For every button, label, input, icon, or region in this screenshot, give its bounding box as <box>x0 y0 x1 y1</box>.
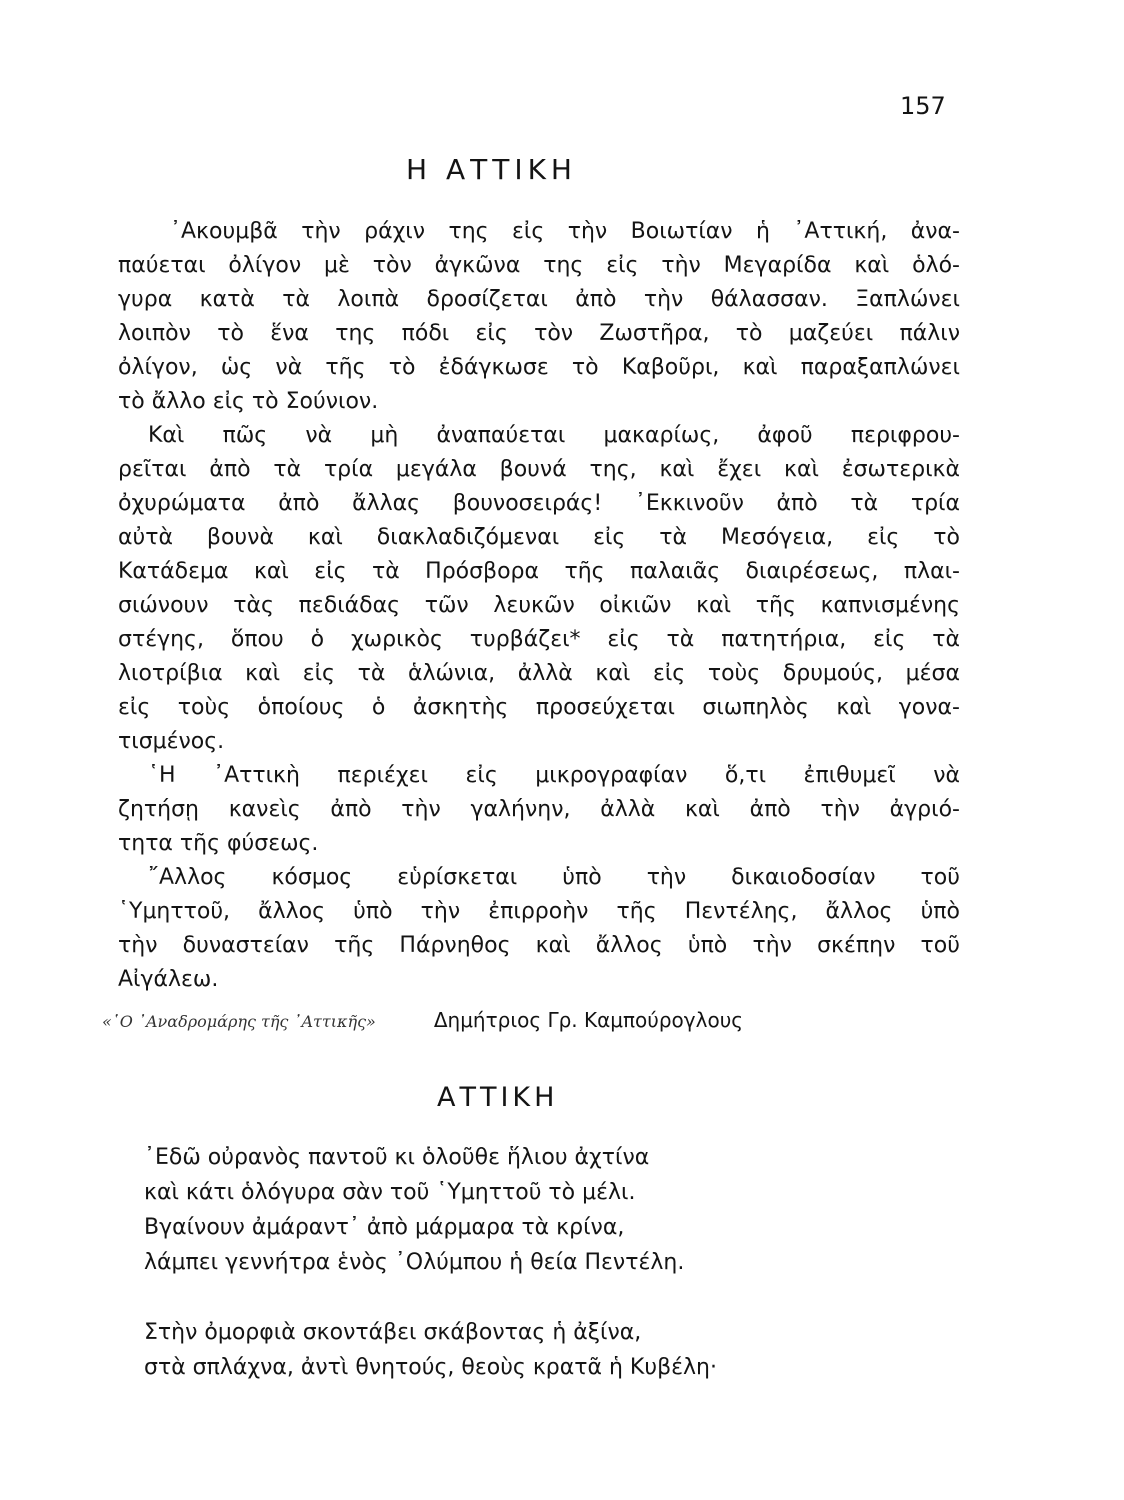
section-title-h-attiki: Η ΑΤΤΙΚΗ <box>406 153 577 186</box>
prose-line: Αἰγάλεω. <box>118 967 219 992</box>
prose-line: τὴν δυναστείαν τῆς Πάρνηθος καὶ ἄλλος ὑπὸ τὴν σκέπην τοῦ <box>118 933 960 958</box>
citation-source: «῾Ο ᾿Αναδρομάρης τῆς ᾿Αττικῆς» <box>102 1012 376 1031</box>
prose-body <box>118 215 960 997</box>
prose-line: παύεται ὀλίγον μὲ τὸν ἀγκῶνα της εἰς τὴν Μεγαρίδα καὶ ὁλό- <box>118 253 960 278</box>
poem-verse: στὰ σπλάχνα, ἀντὶ θνητούς, θεοὺς κρατᾶ ἡ Κυβέλη· <box>144 1355 717 1380</box>
prose-line: στέγης, ὅπου ὁ χωρικὸς τυρβάζει* εἰς τὰ πατητήρια, εἰς τὰ <box>118 627 960 652</box>
prose-line: ὀλίγον, ὡς νὰ τῆς τὸ ἐδάγκωσε τὸ Καβοῦρι, καὶ παραξαπλώνει <box>118 355 960 380</box>
prose-line: ῾Η ᾿Αττικὴ περιέχει εἰς μικρογραφίαν ὅ,τι ἐπιθυμεῖ νὰ <box>148 763 960 788</box>
poem-verse: Βγαίνουν ἀμάραντ᾿ ἀπὸ μάρμαρα τὰ κρίνα, <box>144 1215 625 1240</box>
prose-line: ῾Υμηττοῦ, ἄλλος ὑπὸ τὴν ἐπιρροὴν τῆς Πεντέλης, ἄλλος ὑπὸ <box>118 899 960 924</box>
prose-line: γυρα κατὰ τὰ λοιπὰ δροσίζεται ἀπὸ τὴν θάλασσαν. Ξαπλώνει <box>118 287 960 312</box>
section-title-attiki: ΑΤΤΙΚΗ <box>437 1082 559 1113</box>
prose-line: εἰς τοὺς ὁποίους ὁ ἀσκητὴς προσεύχεται σιωπηλὸς καὶ γονα- <box>118 695 960 720</box>
prose-line: τὸ ἄλλο εἰς τὸ Σούνιον. <box>118 389 379 414</box>
prose-line: ῎Αλλος κόσμος εὑρίσκεται ὑπὸ τὴν δικαιοδοσίαν τοῦ <box>148 865 960 890</box>
prose-line: ρεῖται ἀπὸ τὰ τρία μεγάλα βουνά της, καὶ ἔχει καὶ ἐσωτερικὰ <box>118 457 960 482</box>
citation <box>102 1008 922 1032</box>
prose-line: ζητήσῃ κανεὶς ἀπὸ τὴν γαλήνην, ἀλλὰ καὶ ἀπὸ τὴν ἀγριό- <box>118 797 960 822</box>
stanza-gap <box>144 1280 717 1315</box>
prose-line: Καὶ πῶς νὰ μὴ ἀναπαύεται μακαρίως, ἀφοῦ περιφρου- <box>148 423 960 448</box>
prose-line: τητα τῆς φύσεως. <box>118 831 319 856</box>
citation-author: Δημήτριος Γρ. Καμπούρογλους <box>433 1008 744 1032</box>
prose-line: Κατάδεμα καὶ εἰς τὰ Πρόσβορα τῆς παλαιᾶς διαιρέσεως, πλαι- <box>118 559 960 584</box>
prose-line: ᾿Ακουμβᾶ τὴν ράχιν της εἰς τὴν Βοιωτίαν ἡ ᾿Αττική, ἀνα- <box>170 219 960 244</box>
prose-line: λοιπὸν τὸ ἕνα της πόδι εἰς τὸν Ζωστῆρα, τὸ μαζεύει πάλιν <box>118 321 960 346</box>
prose-line: ὀχυρώματα ἀπὸ ἄλλας βουνοσειράς! ᾿Εκκινοῦν ἀπὸ τὰ τρία <box>118 491 960 516</box>
poem-verse: Στὴν ὀμορφιὰ σκοντάβει σκάβοντας ἡ ἀξίνα, <box>144 1320 642 1345</box>
prose-line: σιώνουν τὰς πεδιάδας τῶν λευκῶν οἰκιῶν καὶ τῆς καπνισμένης <box>118 593 960 618</box>
poem-verse: λάμπει γεννήτρα ἑνὸς ᾿Ολύμπου ἡ θεία Πεντέλη. <box>144 1250 685 1275</box>
poem-verse: καὶ κάτι ὁλόγυρα σὰν τοῦ ῾Υμηττοῦ τὸ μέλι. <box>144 1180 636 1205</box>
prose-line: αὐτὰ βουνὰ καὶ διακλαδιζόμεναι εἰς τὰ Μεσόγεια, εἰς τὸ <box>118 525 960 550</box>
prose-line: τισμένος. <box>118 729 225 754</box>
page-number: 157 <box>900 92 946 120</box>
poem <box>144 1140 717 1385</box>
poem-verse: ᾿Εδῶ οὐρανὸς παντοῦ κι ὁλοῦθε ἥλιου ἀχτίνα <box>144 1145 650 1170</box>
prose-line: λιοτρίβια καὶ εἰς τὰ ἁλώνια, ἀλλὰ καὶ εἰς τοὺς δρυμούς, μέσα <box>118 661 960 686</box>
